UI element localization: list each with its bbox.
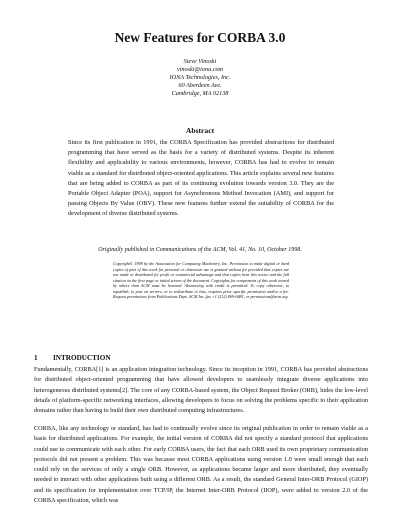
author-address-line2: Cambridge, MA 02138 — [171, 89, 229, 97]
section-heading — [34, 354, 111, 362]
paper-title: New Features for CORBA 3.0 — [114, 30, 286, 45]
abstract-text: Since its first publication in 1991, the CORBA Specification has provided abstractions for distributed programming that have served as the basis for a variety of distributed systems. Despite its inherent flexibility and applicability to various environments, however, CORBA has had to evolve to remain viable as a standard for distributed object-oriented applications. This article explains several new features that are being added to CORBA as part of its continuing evolution towards version 3.0. They are the Portable Object Adapter (POA), support for Asynchronous Method Invocation (AMI), and support for passing Objects By Value (OBV). These new features further extend the suitability of CORBA for the development of diverse distributed systems. — [68, 139, 334, 218]
section-number: 1 — [34, 354, 38, 362]
copyright-notice: Copyright© 1998 by the Association for Computing Machinery, Inc. Permission to make digital or hard copies of part of this work for personal or classroom use is granted without fee provided that copies are not made or distributed for profit or commercial advantage and that copies bear this notice and the full citation on the first page or initial screen of the document. Copyrights for components of this work owned by others than ACM must be honored. Abstracting with credit is permitted. To copy otherwise, to republish, to post on servers, or to redistribute to lists, requires prior specific permission and/or a fee. Request permissions from Publications Dept, ACM Inc.,fax +1 (212) 869-0481, or permissions@acm.org. — [113, 261, 289, 300]
author-block — [0, 58, 400, 98]
author-name: Steve Vinoski — [183, 58, 217, 65]
body-paragraph: CORBA, like any technology or standard, has had to continually evolve since its original publication in order to remain viable as a basis for distributed applications. For example, the initial version of CORBA did not specify a standard protocol that applications could use to communicate with each other. For early CORBA users, the fact that each ORB used its own proprietary communication protocols did not present a problem. This was because most CORBA applications using version 1.0 were small enough that each could rely on the services of only a single ORB. However, as applications became larger and more distributed, they eventually needed to interact with other applications built using a different ORB. As a result, the standard General Inter-ORB Protocol (GIOP) and its specification for implementation over TCP/IP, the Internet Inter-ORB Protocol (IIOP), were added to version 2.0 of the CORBA specification, which was — [34, 425, 368, 504]
abstract-heading: Abstract — [185, 126, 215, 135]
body-paragraph: Fundamentally, CORBA[1] is an application integration technology. Since its inception in 1991, CORBA has provided abstractions for distributed object-oriented programming that have allowed developers to seamlessly integrate diverse applications into heterogeneous distributed systems[2]. The core of any CORBA-based system, the Object Request Broker (ORB), hides the low-level details of platform-specific networking interfaces, allowing developers to focus on solving the problems specific to their application domains rather than having to build their own distributed computing infrastructures. — [34, 366, 368, 414]
publication-note: Originally published in Communications of the ACM, Vol. 41, No. 10, October 1998. — [98, 247, 302, 253]
author-company: IONA Technologies, Inc. — [169, 73, 231, 81]
author-address-line1: 60 Aberdeen Ave. — [178, 81, 222, 89]
section-title: INTRODUCTION — [53, 354, 111, 362]
author-email: vinoski@iona.com — [176, 65, 224, 73]
